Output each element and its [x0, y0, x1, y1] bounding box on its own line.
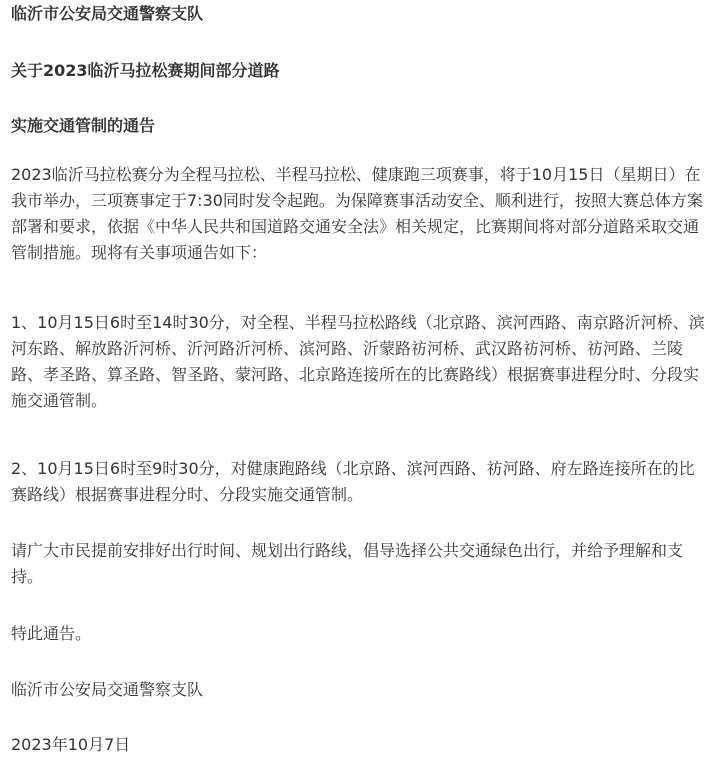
signature: 临沂市公安局交通警察支队	[11, 680, 204, 699]
item-1-paragraph: 1、10月15日6时至14时30分，对全程、半程马拉松路线（北京路、滨河西路、南京路沂河桥、滨河东路、解放路沂河桥、沂河路沂河桥、滨河路、沂蒙路祊河桥、武汉路祊河桥、祊河路、兰陵路、孝圣路、算圣路、智圣路、蒙河路、北京路连接所在的比赛路线）根据赛事进程分时、分段实施交通管制。	[11, 313, 705, 410]
item-2-paragraph: 2、10月15日6时至9时30分，对健康跑路线（北京路、滨河西路、祊河路、府左路连接所在的比赛路线）根据赛事进程分时、分段实施交通管制。	[11, 459, 695, 504]
appeal-paragraph: 请广大市民提前安排好出行时间、规划出行路线，倡导选择公共交通绿色出行，并给予理解和支持。	[11, 541, 684, 586]
intro-paragraph: 2023临沂马拉松赛分为全程马拉松、半程马拉松、健康跑三项赛事，将于10月15日（星期日）在我市举办，三项赛事定于7:30同时发令起跑。为保障赛事活动安全、顺利进行，按照大赛总体方案部署和要求，依据《中华人民共和国道路交通安全法》相关规定，比赛期间将对部分道路采取交通管制措施。现将有关事项通告如下：	[11, 165, 703, 262]
closing-notice: 特此通告。	[11, 624, 92, 643]
issue-date: 2023年10月7日	[11, 735, 131, 754]
issuing-organization: 临沂市公安局交通警察支队	[11, 4, 204, 23]
notice-title-line-1: 关于2023临沂马拉松赛期间部分道路	[11, 61, 280, 80]
notice-title-line-2: 实施交通管制的通告	[11, 116, 156, 135]
